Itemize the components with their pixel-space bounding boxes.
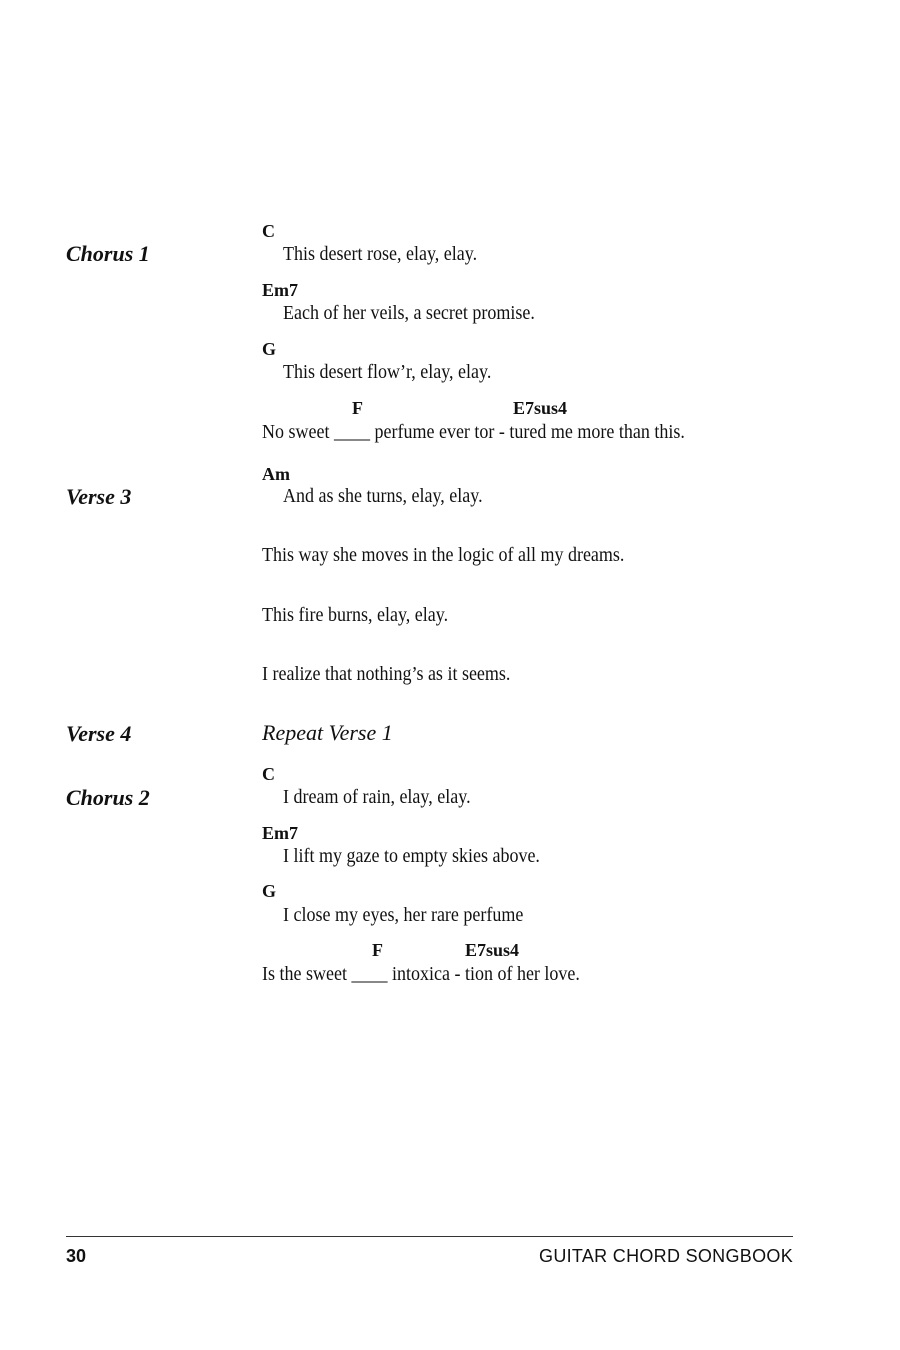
chord-e7sus4: E7sus4 [465,940,520,960]
section-label-verse-4: Verse 4 [66,721,132,746]
chord-e7sus4: E7sus4 [513,398,568,418]
chord-c: C [262,221,275,241]
lyric-line: Each of her veils, a secret promise. [283,302,535,324]
page-number: 30 [66,1246,87,1266]
lyric-line: I realize that nothing’s as it seems. [262,663,511,685]
repeat-instruction: Repeat Verse 1 [262,720,393,745]
lyric-line: This desert rose, elay, elay. [283,243,478,265]
section-label-verse-3: Verse 3 [66,484,132,509]
section-label-chorus-2: Chorus 2 [66,785,150,810]
footer-rule [66,1236,793,1237]
lyric-line: No sweet ____ perfume ever tor - tured me more than this. [262,421,685,443]
lyric-line: Is the sweet ____ intoxica - tion of her love. [262,963,580,985]
chord-am: Am [262,464,290,484]
lyric-line: This desert flow’r, elay, elay. [283,361,492,383]
chord-em7: Em7 [262,823,298,843]
chord-f: F [372,940,383,960]
chord-g: G [262,339,277,359]
lyric-line: This way she moves in the logic of all my dreams. [262,544,625,566]
section-label-chorus-1: Chorus 1 [66,241,150,266]
chord-f: F [352,398,363,418]
book-title: GUITAR CHORD SONGBOOK [539,1246,793,1266]
lyric-line: This fire burns, elay, elay. [262,604,449,626]
lyric-line: I close my eyes, her rare perfume [283,904,524,926]
lyric-line: And as she turns, elay, elay. [283,485,483,507]
chord-g: G [262,881,277,901]
chord-c: C [262,764,275,784]
chord-em7: Em7 [262,280,298,300]
lyric-line: I lift my gaze to empty skies above. [283,845,540,867]
lyric-line: I dream of rain, elay, elay. [283,786,471,808]
